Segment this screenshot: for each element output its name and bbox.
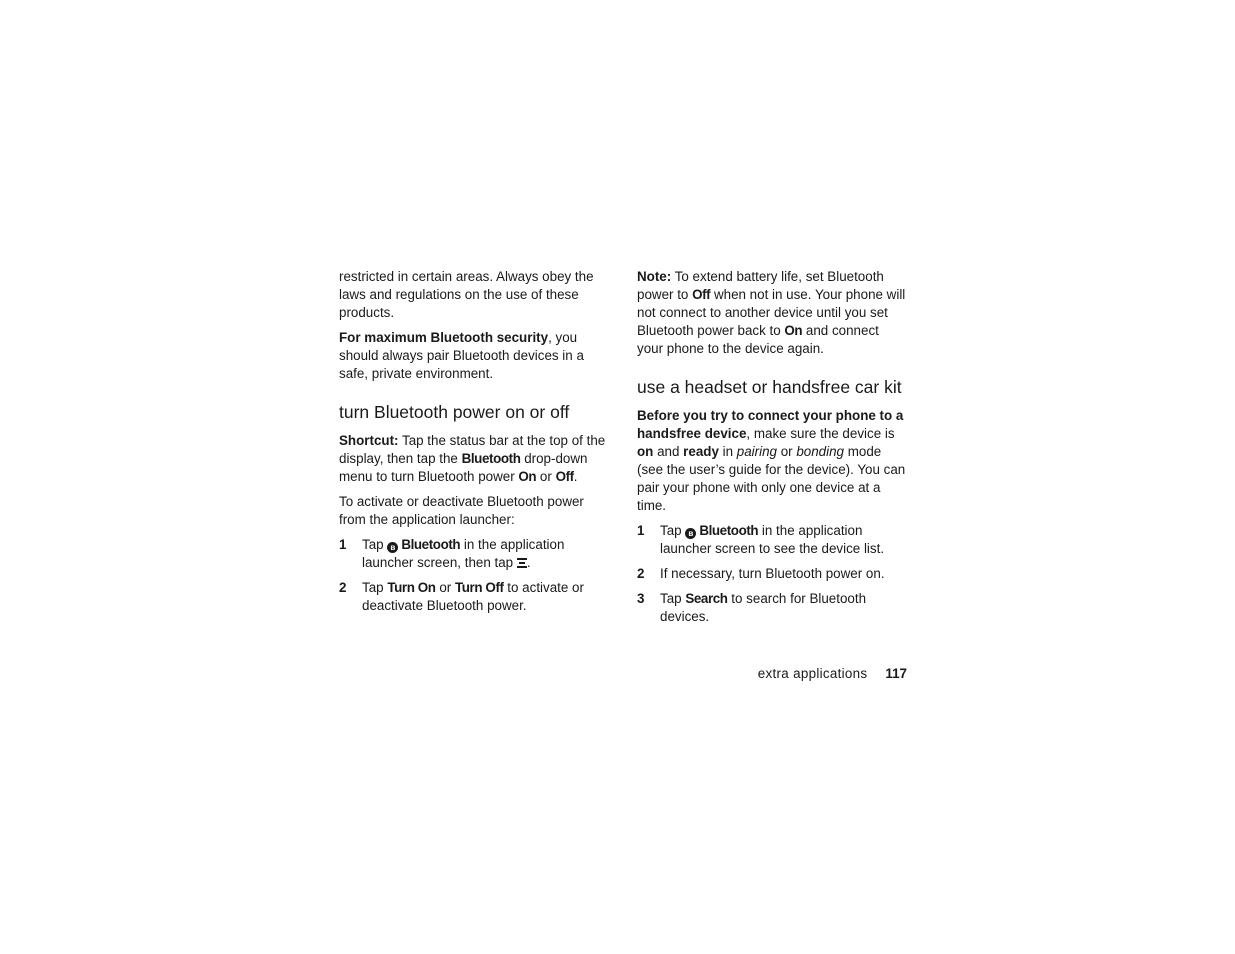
handsfree-bold: Before you try to connect your phone to a handsfree device	[637, 408, 904, 441]
ui-on: On	[518, 469, 537, 484]
pairing-italic: pairing	[736, 444, 777, 459]
step-text: to activate or deactivate Bluetooth power.	[362, 580, 584, 613]
step-item	[637, 590, 907, 626]
step-item	[637, 565, 907, 583]
security-paragraph	[339, 329, 609, 383]
step-text: .	[526, 555, 531, 570]
shortcut-text-b: drop-down menu to turn Bluetooth power	[339, 451, 588, 484]
section-heading-headset: use a headset or handsfree car kit	[637, 377, 902, 397]
bonding-italic: bonding	[796, 444, 844, 459]
footer-section-title: extra applications	[757, 666, 868, 681]
on-bold: on	[637, 444, 654, 459]
menu-icon	[517, 558, 527, 568]
security-text: , you should always pair Bluetooth devices in a safe, private environment.	[339, 330, 584, 381]
step-text: to search for Bluetooth devices.	[660, 591, 867, 624]
ui-bluetooth-menu: Bluetooth	[461, 451, 521, 466]
text: mode (see the user’s guide for the device). You can pair your phone with only one device at a time.	[637, 444, 906, 513]
ui-bluetooth: Bluetooth	[401, 537, 461, 552]
step-text: in the application launcher screen to see the device list.	[660, 523, 885, 556]
ui-search: Search	[685, 591, 728, 606]
step-text: Tap	[660, 591, 686, 606]
ui-off: Off	[555, 469, 574, 484]
text: in	[718, 444, 737, 459]
step-text: in the application launcher screen, then tap	[362, 537, 565, 570]
page-number: 117	[885, 666, 907, 681]
section-heading-power: turn Bluetooth power on or off	[339, 402, 570, 422]
intro-paragraph: restricted in certain areas. Always obey the laws and regulations on the use of these products.	[339, 269, 594, 320]
ui-off: Off	[692, 287, 711, 302]
note-label: Note:	[637, 269, 672, 284]
page-footer	[637, 666, 907, 681]
note-text-a: To extend battery life, set Bluetooth power to	[637, 269, 884, 302]
right-column	[637, 268, 907, 633]
note-text-b: when not in use. Your phone will not connect to another device until you set Bluetooth power back to	[637, 287, 906, 338]
bluetooth-icon: ʙ	[685, 528, 696, 539]
activate-paragraph: To activate or deactivate Bluetooth power from the application launcher:	[339, 494, 584, 527]
shortcut-label: Shortcut:	[339, 433, 399, 448]
step-number: 2	[637, 566, 645, 581]
ui-turn-on: Turn On	[387, 580, 436, 595]
shortcut-paragraph	[339, 432, 609, 486]
step-number: 1	[637, 523, 645, 538]
ready-bold: ready	[683, 444, 719, 459]
note-paragraph	[637, 268, 907, 358]
ui-on: On	[784, 323, 803, 338]
security-bold: For maximum Bluetooth security	[339, 330, 549, 345]
left-column	[339, 268, 609, 622]
text: or	[776, 444, 797, 459]
step-number: 3	[637, 591, 645, 606]
step-text: or	[435, 580, 455, 595]
text: and	[653, 444, 684, 459]
period: .	[573, 469, 578, 484]
step-item	[637, 522, 907, 558]
step-number: 1	[339, 537, 347, 552]
bluetooth-icon: ʙ	[387, 542, 398, 553]
step-text: If necessary, turn Bluetooth power on.	[660, 566, 885, 581]
step-item	[339, 579, 609, 615]
ui-bluetooth: Bluetooth	[699, 523, 759, 538]
ui-turn-off: Turn Off	[454, 580, 504, 595]
shortcut-text-a: Tap the status bar at the top of the display, then tap the	[339, 433, 606, 466]
or-text: or	[536, 469, 556, 484]
step-text: Tap	[362, 580, 388, 595]
step-text: Tap	[362, 537, 388, 552]
step-item	[339, 536, 609, 572]
step-number: 2	[339, 580, 347, 595]
step-text: Tap	[660, 523, 686, 538]
text: , make sure the device is	[746, 426, 895, 441]
note-text-c: and connect your phone to the device again.	[637, 323, 879, 356]
handsfree-paragraph	[637, 407, 907, 515]
